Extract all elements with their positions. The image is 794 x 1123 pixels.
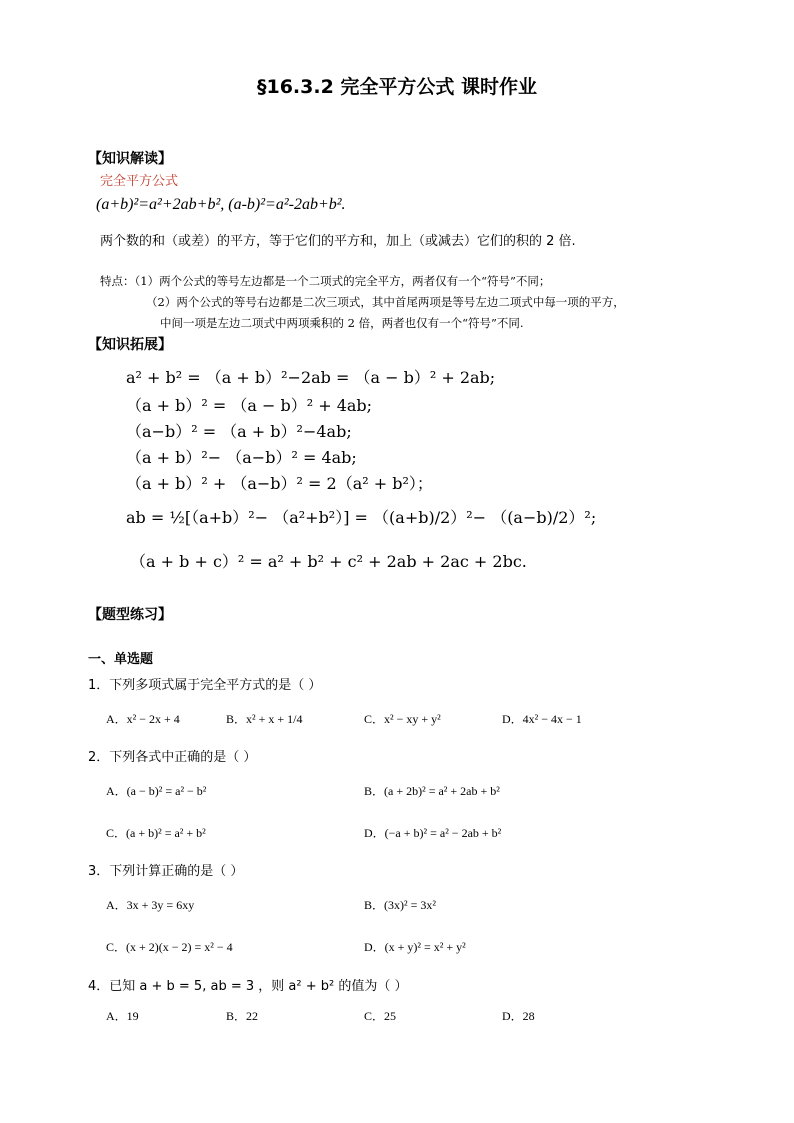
question-3-stem: 3．下列计算正确的是（ ）	[88, 864, 244, 879]
practice-heading: 【题型练习】	[88, 607, 172, 623]
feature-line-2: （2）两个公式的等号右边都是二次三项式，其中首尾两项是等号左边二项式中每一项的平方，	[146, 295, 625, 309]
question-1-stem: 1．下列多项式属于完全平方式的是（ ）	[88, 678, 322, 693]
q2-option-a: A．(a − b)² = a² − b²	[106, 784, 207, 798]
section-single-choice: 一、单选题	[88, 652, 154, 667]
q4-option-d: D．28	[502, 1009, 535, 1023]
q4-option-c: C．25	[364, 1009, 397, 1023]
q1-option-d: D．4x² − 4x − 1	[502, 712, 582, 726]
extension-line-3: （a−b）² = （a + b）²−4ab;	[126, 422, 352, 441]
extension-line-7: （a + b + c）² = a² + b² + c² + 2ab + 2ac + 2bc.	[130, 552, 527, 571]
q4-option-a: A．19	[106, 1009, 139, 1023]
feature-line-3: 中间一项是左边二项式中两项乘积的 2 倍，两者也仅有一个“符号”不同.	[160, 316, 524, 330]
q1-option-c: C．x² − xy + y²	[364, 712, 441, 726]
perfect-square-formula: (a+b)²=a²+2ab+b², (a-b)²=a²-2ab+b².	[96, 196, 346, 213]
q1-option-a: A．x² − 2x + 4	[106, 712, 180, 726]
formula-statement: 两个数的和（或差）的平方，等于它们的平方和，加上（或减去）它们的积的 2 倍.	[100, 234, 576, 249]
extension-line-1: a² + b² = （a + b）²−2ab = （a − b）² + 2ab;	[126, 368, 496, 387]
q3-option-d: D．(x + y)² = x² + y²	[364, 940, 466, 954]
extension-line-4: （a + b）²− （a−b）² = 4ab;	[126, 448, 357, 467]
extension-line-5: （a + b）² + （a−b）² = 2（a² + b²）；	[126, 474, 433, 493]
q4-option-b: B．22	[226, 1009, 259, 1023]
extension-line-2: （a + b）² = （a − b）² + 4ab;	[126, 396, 373, 415]
q2-option-c: C．(a + b)² = a² + b²	[106, 826, 206, 840]
feature-line-1: 特点：（1）两个公式的等号左边都是一个二项式的完全平方，两者仅有一个“符号”不同；	[100, 274, 551, 288]
q2-option-b: B．(a + 2b)² = a² + 2ab + b²	[364, 784, 500, 798]
extension-line-6: ab = ½[（a+b）²− （a²+b²）] = （(a+b)/2）²− （(a−b)/2）²;	[126, 508, 597, 527]
q3-option-b: B．(3x)² = 3x²	[364, 898, 436, 912]
knowledge-subheading: 完全平方公式	[100, 174, 179, 189]
q3-option-c: C．(x + 2)(x − 2) = x² − 4	[106, 940, 233, 954]
q2-option-d: D．(−a + b)² = a² − 2ab + b²	[364, 826, 502, 840]
knowledge-heading: 【知识解读】	[88, 151, 172, 167]
extension-heading: 【知识拓展】	[88, 337, 172, 353]
question-4-stem: 4．已知 a + b = 5, ab = 3 ，则 a² + b² 的值为（ ）	[88, 979, 408, 994]
page-title: §16.3.2 完全平方公式 课时作业	[256, 76, 538, 98]
question-2-stem: 2．下列各式中正确的是（ ）	[88, 750, 257, 765]
q1-option-b: B．x² + x + 1/4	[226, 712, 303, 726]
q3-option-a: A．3x + 3y = 6xy	[106, 898, 195, 912]
